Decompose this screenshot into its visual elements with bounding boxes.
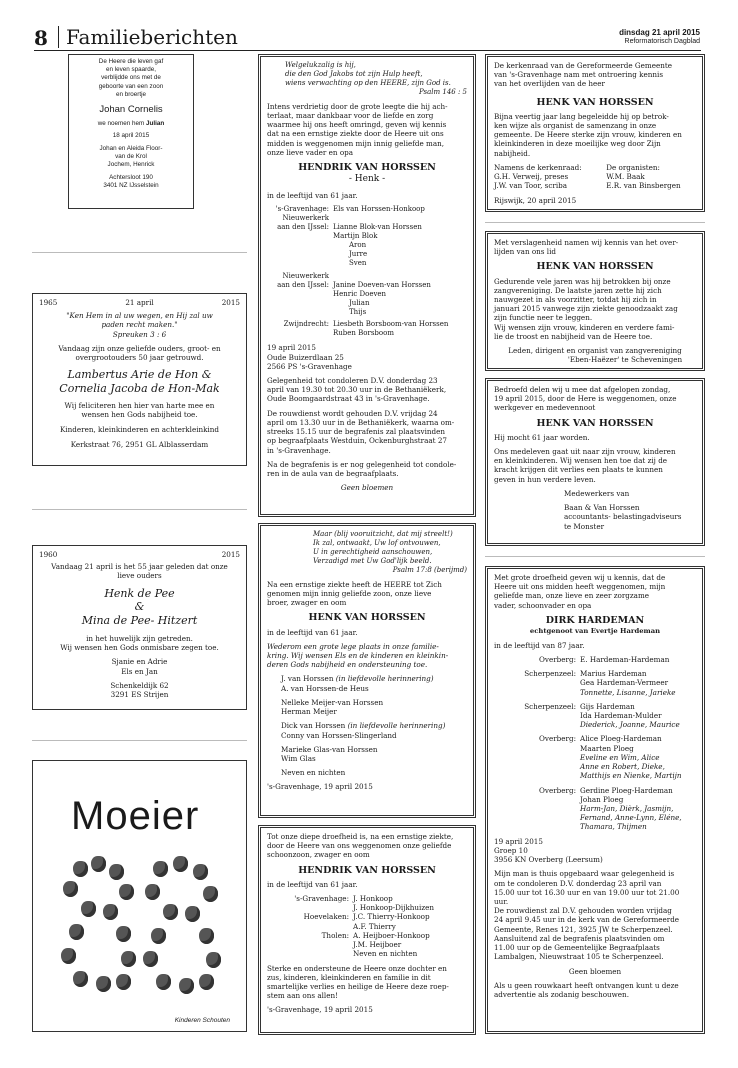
text-line: vader, schoonvader en opa [494,600,592,610]
signature-label: De organisten: [606,162,660,172]
deceased-name: HENK VAN HORSSEN [308,612,426,624]
apple-icon [91,856,106,872]
apple-icon [116,974,131,990]
date-line: 19 april 2015 [267,343,316,353]
obituary-employer [485,378,705,546]
anniversary-50 [32,293,247,466]
newspaper-name: Reformatorisch Dagblad [624,38,700,45]
apple-icon [199,928,214,944]
text-line: Wij wensen hen Gods onmisbare zegen toe. [60,643,219,653]
relative-name: Marieke Glas-van Horssen [281,744,378,754]
service-line: op begraafplaats Westduin, Ockenburghstraat 27 [267,436,447,446]
place-label: Overberg: [539,654,576,664]
condolence-line: om te condoleren D.V. donderdag 23 april van [494,878,662,888]
verse-line: Ik zal, ontwaakt, Uw lof ontvouwen, [313,538,441,547]
apple-icon [145,884,160,900]
ampersand: & [134,600,145,614]
relative-name: Marius Hardeman [580,669,647,679]
birth-announcement [68,54,194,209]
place-label: Tholen: [321,930,349,940]
text-line: stem aan ons allen! [267,991,338,1001]
signatory: Leden, dirigent en organist van zangvereniging [508,346,682,356]
place-label: 's-Gravenhage: [294,894,349,904]
family-line: Els en Jan [121,666,158,676]
address: Schenkeldijk 62 [110,680,169,690]
obituary-hendrik-inlaws [258,825,476,1035]
verse-line: wiens verwachting op den HEERE, zijn God is. [285,78,451,87]
place-label: Hoevelaken: [303,912,349,922]
place-label: aan den IJssel: [277,280,329,289]
text-line: lijden van ons lid [494,247,556,257]
section-title: Familieberichten [66,25,238,49]
grandchild-name: Jurre [349,249,368,258]
birth-line: verblijdde ons met de [101,74,161,82]
deceased-name: HENK VAN HORSSEN [536,261,654,273]
year-end: 2015 [221,550,240,559]
service-line: 24 april 9.45 uur in de kerk van de Gereformeerde [494,915,680,925]
apple-icon [73,971,88,987]
birth-line: geboorte van een zoon [98,82,164,90]
date-line: 19 april 2015 [494,836,543,846]
column-separator [32,252,247,253]
age-line: in de leeftijd van 61 jaar. [267,190,358,200]
text-line: van het overlijden van de heer [494,79,605,89]
text-line: midden is weggenomen mijn innig geliefde man, [267,138,445,148]
relative-name: Gijs Hardeman [580,701,635,711]
relative-name: J. Honkoop [353,894,393,904]
birth-line: en leven spaarde, [105,66,157,74]
column-separator [485,222,705,223]
signatory: accountants- belastingadviseurs [564,512,682,522]
service-line: Gemeente, Renes 121, 3925 JW te Scherpenzeel. [494,924,673,934]
text-line: kleinkinderen in deze moeilijke weg door Zijn [494,139,661,149]
text-line: Heere uit ons midden heeft weggenomen, mijn [494,582,666,592]
grandchildren: Thamara, Thijmen [580,822,647,832]
no-flowers: Geen bloemen [568,966,622,976]
couple-name: Lambertus Arie de Hon & [67,368,212,382]
grandchild-name: Julian [349,298,370,307]
relative-name: E. Hardeman-Hardeman [580,654,670,664]
deceased-name: HENK VAN HORSSEN [536,417,654,429]
apple-icon [153,861,168,877]
verse-line: Verzadigd met Uw God'lijk beeld. [313,556,432,565]
obituary-church-council [485,54,705,212]
birth-name: Johan Cornelis [99,103,163,115]
place-label: Scherpenzeel: [524,669,576,679]
relative-name: Maarten Ploeg [580,743,634,753]
place-label: Overberg: [539,785,576,795]
relative-name: Martijn Blok [333,231,378,240]
obituary-dirk-hardeman [485,566,705,1034]
apple-icon [151,928,166,944]
text-line: schoonzoon, zwager en oom [267,850,370,860]
grandchildren: Anne en Robert, Dieke, [580,762,665,772]
text-line: dat na een ernstige ziekte door de Heere uit ons [267,129,444,139]
place-date: 's-Gravenhage, 19 april 2015 [267,782,373,792]
text-line: gemeente. De Heere sterke zijn vrouw, kinderen en [494,130,682,140]
verse-ref: Psalm 146 : 5 [418,87,467,96]
apple-icon [163,904,178,920]
relative-name: Janine Doeven-van Horssen [333,280,431,289]
verse-line: die den God Jakobs tot zijn Hulp heeft, [285,69,423,78]
place-label: Scherpenzeel: [524,701,576,711]
relative-name: Conny van Horssen-Slingerland [281,730,397,740]
header-rule [34,50,701,51]
relative-name: Ruben Borsboom [333,329,394,338]
signatory: te Monster [564,521,605,531]
quote-line: paden recht maken." [101,320,178,330]
apple-icon [203,886,218,902]
place-label: Nieuwerkerk [282,213,329,222]
service-line: april om 13.30 uur in de Bethaniëkerk, waarna om- [267,417,455,427]
apple-icon [121,951,136,967]
text-line: ken wijze als organist de samenzang in onze [494,121,657,131]
text-line: Intens verdrietig door de grote leegte die hij ach- [267,101,448,111]
apple-icon [156,974,171,990]
apple-icon [61,948,76,964]
grandchild-name: Aron [349,240,367,249]
grandchildren: Fernand, Anne-Lynn, Eléne, [580,813,682,823]
text-line: Tot onze diepe droefheid is, na een ernstige ziekte, [267,832,454,841]
relative-name: Els van Horssen-Honkoop [333,205,425,214]
family-line: Sjanie en Adrie [111,657,168,667]
grandchildren: Tonnette, Lisanne, Jarieke [580,687,676,697]
relative-name: Gea Hardeman-Vermeer [580,678,669,688]
grandchildren: Eveline en Wim, Alice [580,752,660,762]
text-line: overgrootouders 50 jaar getrouwd. [75,353,204,363]
service-line: in 's-Gravenhage. [267,445,331,455]
text-line: van 's-Gravenhage nam met ontroering kennis [494,70,664,80]
relative-name: A. van Horssen-de Heus [281,683,369,693]
address-line: Groep 10 [494,845,528,855]
birth-line: De Heere die leven gaf [98,58,164,65]
text-line: januari 2015 vanwege zijn ziekte genoodzaakt zag [494,304,678,314]
year-start: 1965 [39,298,58,307]
wish-line: Wederom een grote lege plaats in onze familie- [267,641,439,651]
after-line: Na de begrafenis is er nog gelegenheid tot condole- [267,459,457,469]
grandchildren: Diederick, Joanne, Maurice [580,720,680,730]
quote-line: "Ken Hem in al uw wegen, en Hij zal uw [66,311,213,321]
text-line: geliefde man, onze lieve en zeer zorgzame [494,591,650,601]
place-label: Overberg: [539,734,576,744]
moeier-caption: Kinderen Schouten [174,1016,230,1024]
birth-address: Achtersloot 190 [109,174,153,182]
apple-icon [199,974,214,990]
relative-name: J.C. Thierry-Honkoop [353,912,430,922]
deceased-name: HENDRIK VAN HORSSEN [298,162,436,174]
birth-parents: van de Krol [115,152,147,160]
relative-name: Neven en nichten [281,768,346,778]
signatory: W.M. Baak [606,172,645,182]
text-line: nabijheid. [494,148,531,158]
moeier-title: Moeier [71,794,200,838]
deceased-name: DIRK HARDEMAN [545,614,645,626]
verse-line: Welgelukzalig is hij, [285,61,356,69]
signatory: Baan & Van Horssen [564,503,640,513]
column-separator [485,556,705,557]
apple-icon [103,904,118,920]
text-line: kracht krijgen dit verlies een plaats te kunnen [494,465,663,475]
text-line: door de Heere van ons weggenomen onze geliefde [267,841,452,851]
obituary-henk-family [258,523,476,818]
birth-call-prefix: we noemen hem [97,120,147,128]
text-line: smartelijke verlies en heilige de Heere deze roep- [267,982,449,991]
condolence-line: Mijn man is thuis opgebaard waar gelegenheid is [494,869,675,879]
column-separator [32,740,247,741]
text-line: 19 april 2015, door de Here is weggenomen, onze [494,394,677,404]
text-line: Na een ernstige ziekte heeft de HEERE tot Zich [267,579,442,589]
place-label: Zwijndrecht: [283,320,329,329]
text-line: Bijna veertig jaar lang begeleidde hij op betrok- [494,111,669,121]
year-start: 1960 [39,550,58,559]
apple-icon [63,881,78,897]
text-line: en kleinkinderen. Wij wensen hen toe dat zij de [494,456,668,466]
text-line: broer, zwager en oom [267,598,347,608]
text-line: Gedurende vele jaren was hij betrokken bij onze [494,276,671,286]
verse-line: Maar (blij vooruitzicht, dat mij streelt!) [313,530,453,538]
text-line: zus, kinderen, kleinkinderen en familie in dit [267,972,431,982]
grandchildren: Matthijs en Nienke, Martijn [580,771,682,781]
card-note: advertentie als zodanig beschouwen. [494,989,629,999]
grandchildren: Harm-Jan, Dièrk, Jasmijn, [580,804,674,813]
relative-name: Alice Ploeg-Hardeman [580,734,662,744]
signatory: 'Eben-Haëzer' te Scheveningen [567,355,683,365]
relative-name: A.F. Thierry [353,921,396,931]
text-line: nauwgezet in als voorzitter, totdat hij zich in [494,295,657,305]
apple-icon [206,952,221,968]
place-label: aan den IJssel: [277,222,329,231]
signatory: E.R. van Binsbergen [606,181,681,191]
relative-name: Nelleke Meijer-van Horssen [281,697,384,707]
column-separator [32,509,247,510]
relative-name: Gerdine Ploeg-Hardeman [580,785,673,795]
verse-line: U in gerechtigheid aanschouwen, [313,547,433,556]
wish-line: kring. Wij wensen Els en de kinderen en kleinkin- [267,651,449,661]
wish-line: Wij feliciteren hen hier van harte mee en [64,400,215,410]
apple-icon [119,884,134,900]
apple-icon [185,906,200,922]
wish-line: deren Gods nabijheid en ondersteuning toe. [267,660,428,670]
apple-icon [81,901,96,917]
age-line: in de leeftijd van 61 jaar. [267,879,358,889]
age-line: in de leeftijd van 87 jaar. [494,640,585,650]
memory-note: (in liefdevolle herinnering) [335,674,434,684]
text-line: geven in hun verdere leven. [494,474,596,484]
relative-name: Herman Meijer [281,707,337,717]
signatory: Medewerkers van [564,488,630,498]
relative-name: Liesbeth Borsboom-van Horssen [333,320,449,329]
address: Kerkstraat 76, 2951 GL Alblasserdam [70,440,209,450]
condolence-line: 15.00 uur tot 16.30 uur en van 19.00 uur tot 21.00 [494,887,680,897]
service-line: De rouwdienst zal D.V. gehouden worden vrijdag [494,906,672,916]
address: 3291 ES Strijen [110,690,169,699]
age-line: in de leeftijd van 61 jaar. [267,627,358,637]
text-line: Sterke en ondersteune de Heere onze dochter en [267,963,447,973]
couple-name: Cornelia Jacoba de Hon-Mak [59,382,220,396]
service-line: streeks 15.15 uur de begrafenis zal plaatsvinden [267,427,445,437]
service-line: Lambalgen, Nieuwstraat 105 te Scherpenzeel. [494,952,664,962]
place-date: 's-Gravenhage, 19 april 2015 [267,1005,373,1015]
relative-name: Wim Glas [281,753,316,763]
text-line: Vandaag 21 april is het 55 jaar geleden dat onze [51,562,228,572]
apple-icon [109,864,124,880]
address-line: 2566 PS 's-Gravenhage [267,361,352,371]
relative-name: Dick van Horssen [281,721,346,731]
relative-name: J. Honkoop-Dijkhuizen [353,903,435,913]
wish-line: wensen hen Gods nabijheid toe. [81,410,198,420]
header-divider [58,26,59,48]
service-line: De rouwdienst wordt gehouden D.V. vrijdag 24 [267,408,438,418]
anniversary-date: 21 april [125,298,154,307]
birth-callname [73,120,189,128]
service-line: 11.00 uur op de Gemeentelijke Begraafplaats [494,943,660,953]
address-line: 3956 KN Overberg (Leersum) [494,855,603,865]
condolence-line: april van 19.30 tot 20.30 uur in de Bethaniëkerk, [267,385,447,395]
birth-siblings: Jochem, Henrick [107,160,155,168]
couple-name: Henk de Pee [104,586,175,600]
apple-icon [116,926,131,942]
text-line: waarmee hij ons heeft omringd, geven wij kennis [267,120,447,130]
place-label: Nieuwerkerk [282,271,329,280]
service-line: Aansluitend zal de begrafenis plaatsvinden om [494,933,665,943]
relative-name: J.M. Heijboer [353,940,402,950]
obituary-hendrik-family [258,54,476,517]
text-line: zijn functie neer te leggen. [494,313,593,323]
text-line: Bedroefd delen wij u mee dat afgelopen zondag, [494,385,671,394]
relative-name: Lianne Blok-van Horssen [333,222,422,231]
birth-address: 3401 NZ IJsselstein [103,182,159,190]
year-end: 2015 [221,298,240,307]
issue-date: dinsdag 21 april 2015 [619,28,700,37]
relative-name: Ida Hardeman-Mulder [580,711,662,721]
apple-icon [193,864,208,880]
apple-icon [143,951,158,967]
grandchild-name: Sven [349,258,367,267]
deceased-name: HENDRIK VAN HORSSEN [298,864,436,876]
text-line: lieve ouders [117,571,162,581]
relative-name: A. Heijboer-Honkoop [353,930,430,940]
deceased-name: HENK VAN HORSSEN [536,96,654,108]
birth-parents: Johan en Aleida Floor- [99,144,163,152]
relative-name: Neven en nichten [353,949,418,959]
after-line: ren in de aula van de begraafplaats. [267,468,399,478]
text-line: lie de troost en nabijheid van de Heere toe. [494,331,653,341]
deceased-nickname: - Henk - [348,174,386,185]
apple-icon [69,924,84,940]
card-note: Als u geen rouwkaart heeft ontvangen kunt u deze [494,980,679,990]
relative-name: Henric Doeven [333,289,387,298]
relative-name: Johan Ploeg [580,794,624,804]
text-line: Wij wensen zijn vrouw, kinderen en verdere fami- [494,322,675,332]
birth-line: en broertje [115,90,147,98]
couple-name: Mina de Pee- Hitzert [81,614,198,628]
relative-name: J. van Horssen [281,674,334,684]
address-line: Oude Buizerdlaan 25 [267,352,344,362]
age-line: Hij mocht 61 jaar worden. [494,432,590,442]
text-line: zangvereniging. De laatste jaren zette hij zich [494,285,662,295]
spouse-line: echtgenoot van Evertje Hardeman [529,627,661,636]
signatory: G.H. Verweij, preses [494,172,569,182]
text-line: Met verslagenheid namen wij kennis van het over- [494,238,679,247]
condolence-line: Gelegenheid tot condoleren D.V. donderdag 23 [267,376,438,386]
text-line: De kerkenraad van de Gereformeerde Gemeente [494,61,672,70]
verse-ref: Psalm 17:8 (berijmd) [392,565,467,574]
text-line: Met grote droefheid geven wij u kennis, dat de [494,573,666,582]
family-line: Kinderen, kleinkinderen en achterkleinkind [59,425,220,435]
apple-drawing [61,856,231,1011]
place-label: 's-Gravenhage: [275,205,329,214]
text-line: in het huwelijk zijn getreden. [86,633,193,643]
birth-call: Julian [146,120,165,128]
signature-label: Namens de kerkenraad: [494,162,582,172]
moeier-announcement [32,760,247,1032]
page-number: 8 [34,26,48,50]
signatory: J.W. van Toor, scriba [494,181,568,191]
text-line: Vandaag zijn onze geliefde ouders, groot- en [58,343,221,353]
apple-icon [73,861,88,877]
apple-icon [173,856,188,872]
place-date: Rijswijk, 20 april 2015 [494,195,577,205]
memory-note: (in liefdevolle herinnering) [347,721,446,731]
text-line: genomen mijn innig geliefde zoon, onze lieve [267,588,432,598]
grandchild-name: Thijs [349,307,367,316]
quote-ref: Spreuken 3 : 6 [112,329,167,339]
apple-icon [96,976,111,992]
condolence-line: Oude Boomgaardstraat 43 in 's-Gravenhage. [267,394,430,404]
text-line: onze lieve vader en opa [267,147,354,157]
text-line: werkgever en medevennoot [494,403,596,413]
text-line: terlaat, maar dankbaar voor de liefde en zorg [267,111,434,121]
anniversary-55 [32,545,247,710]
text-line: Ons medeleven gaat uit naar zijn vrouw, kinderen [494,447,676,457]
condolence-line: uur. [494,896,509,906]
obituary-choir [485,231,705,371]
birth-date: 18 april 2015 [112,132,150,140]
no-flowers: Geen bloemen [340,483,394,493]
apple-icon [179,978,194,994]
